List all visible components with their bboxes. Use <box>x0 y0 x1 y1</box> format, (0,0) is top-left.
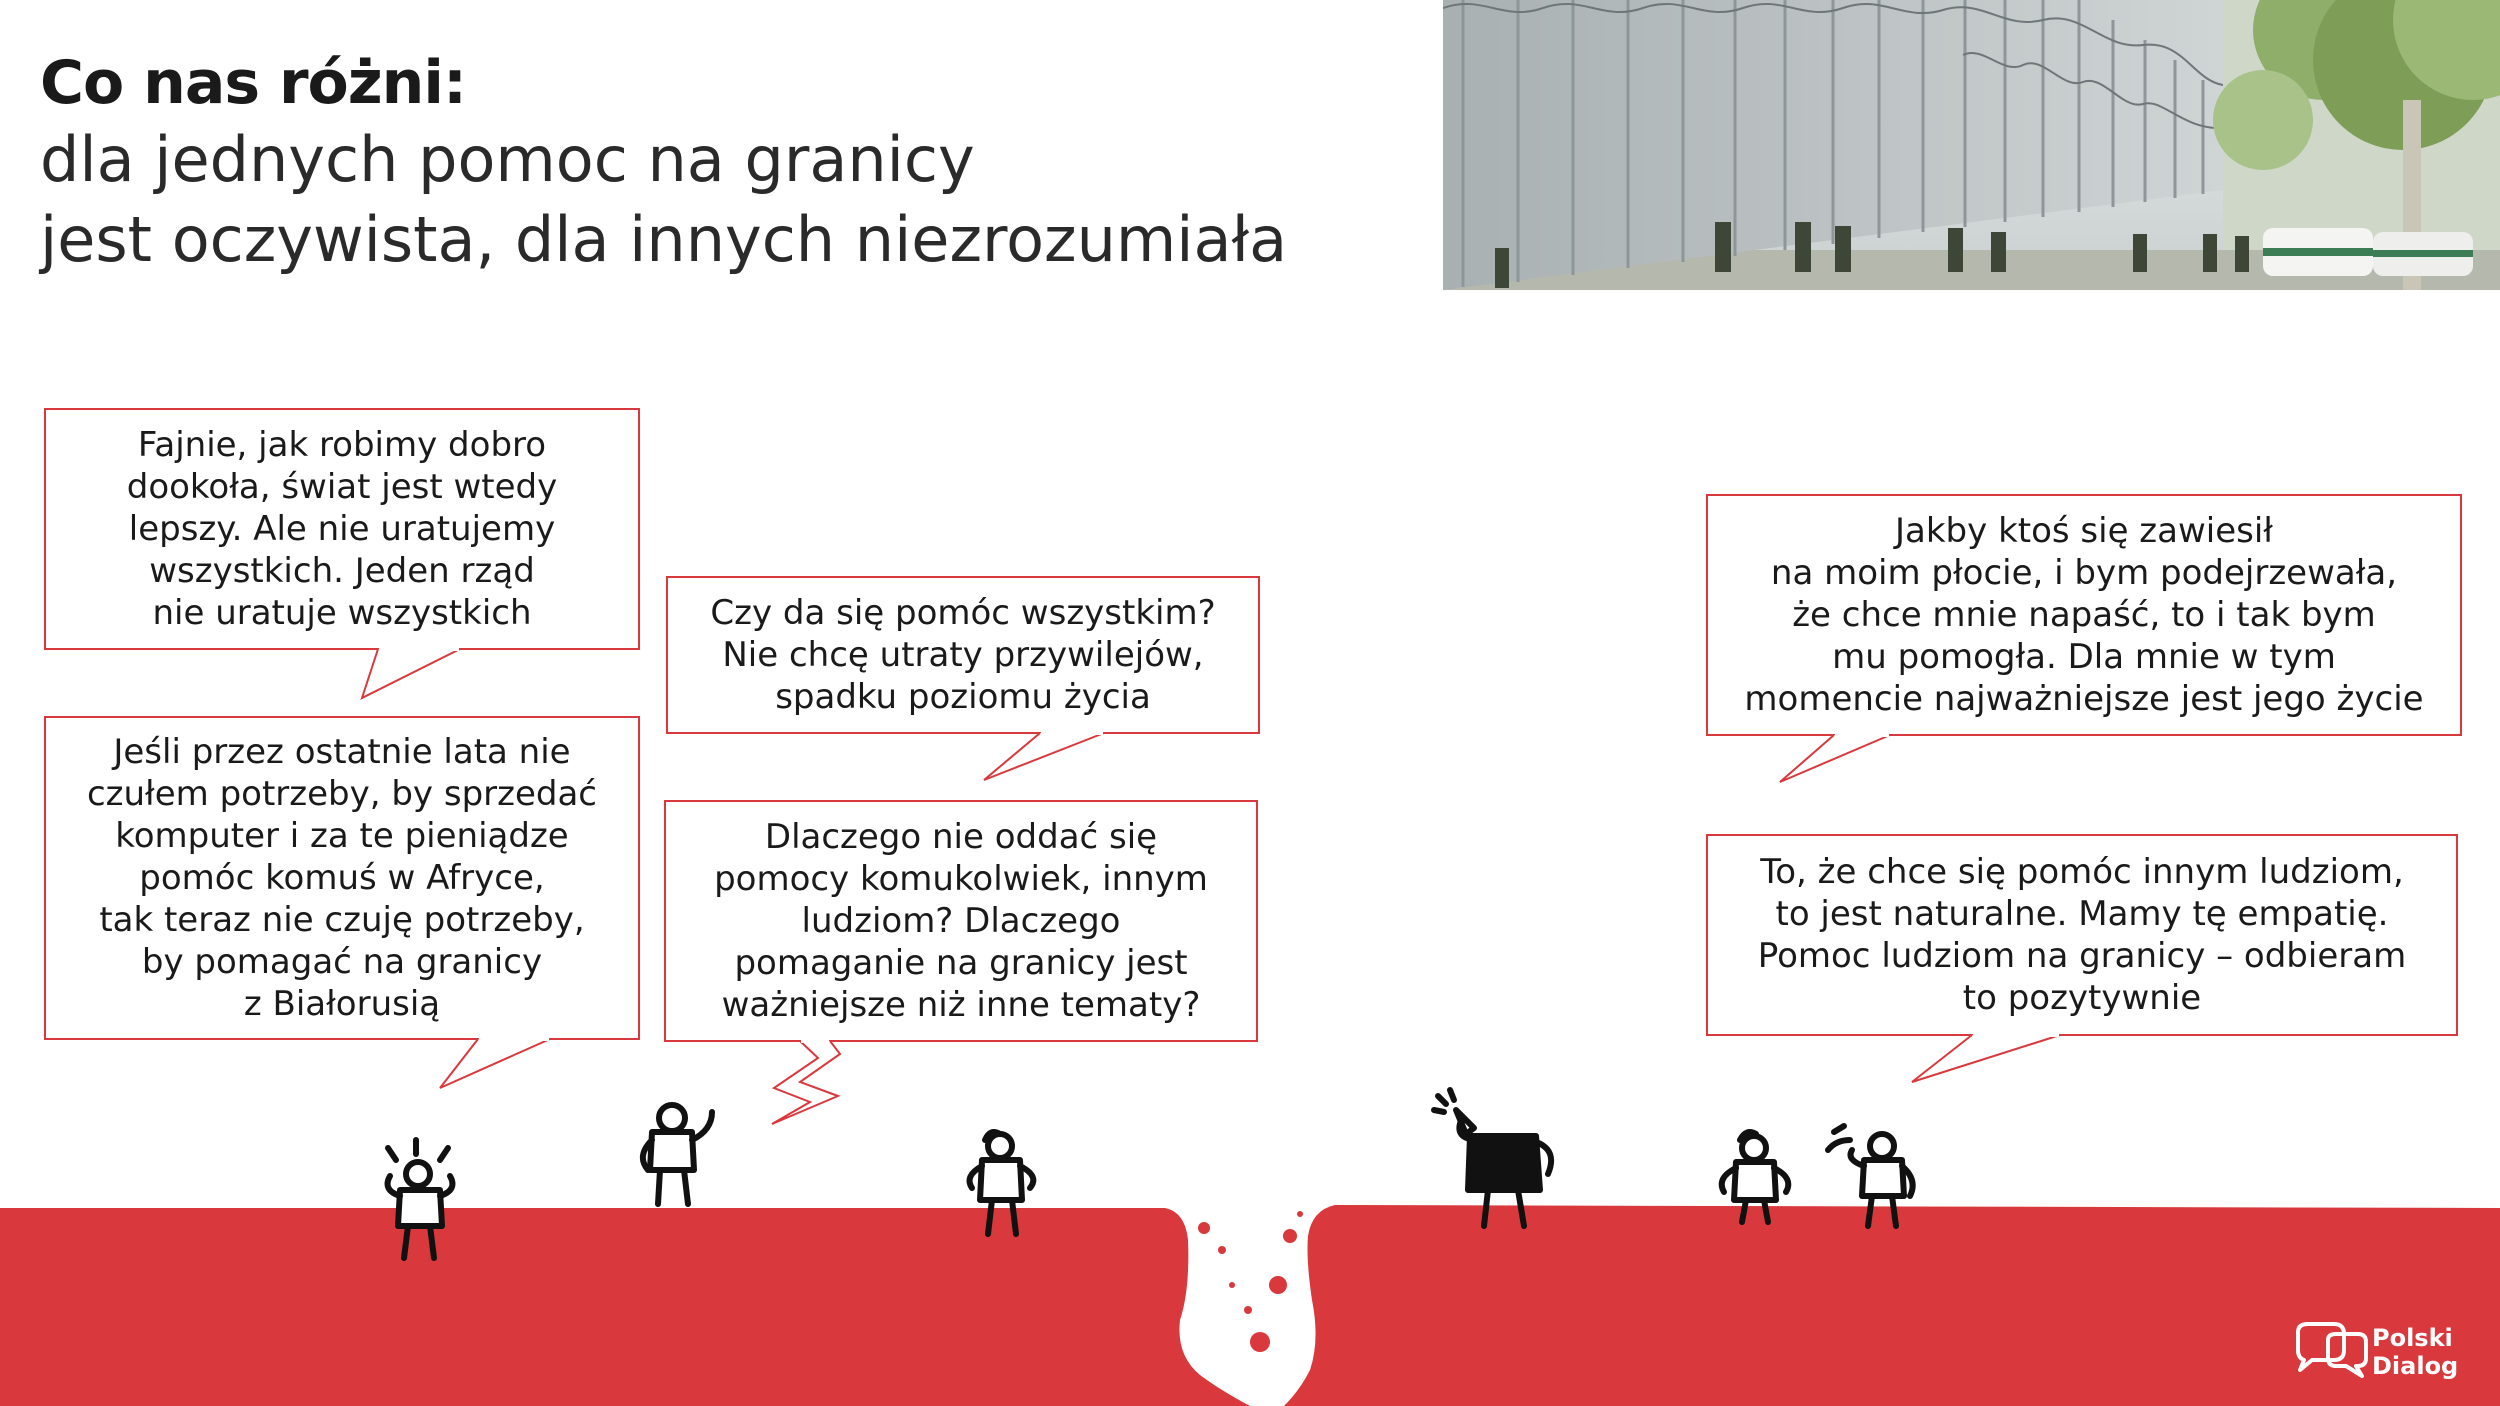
bubble-2-tail <box>440 1039 550 1088</box>
red-ground <box>0 1205 2500 1406</box>
subtitle-line-1: dla jednych pomoc na granicy <box>40 123 975 196</box>
bubble-1-tail <box>362 649 460 698</box>
logo-line-1: Polski <box>2372 1324 2453 1352</box>
bubble-4-tail <box>772 1041 840 1124</box>
bubble-6-tail <box>1912 1035 2060 1082</box>
bubble-5-tail <box>1780 735 1890 782</box>
bubble-4-text: Dlaczego nie oddać się pomocy komukolwiek, innym ludziom? Dlaczego pomaganie na granicy jest ważniejsze niż inne tematy? <box>714 817 1208 1025</box>
bubble-5-text: Jakby ktoś się zawiesił na moim płocie, i bym podejrzewała, że chce mnie napaść, to i tak bym mu pomogła. Dla mnie w tym momencie najważniejsze jest jego życie <box>1744 511 2424 719</box>
logo-text <box>2372 1324 2458 1380</box>
bubble-1-text: Fajnie, jak robimy dobro dookoła, świat jest wtedy lepszy. Ale nie uratujemy wszystkich. Jeden rząd nie uratuje wszystkich <box>126 425 558 633</box>
bubble-3-tail <box>984 733 1104 780</box>
bubble-2-text: Jeśli przez ostatnie lata nie czułem potrzeby, by sprzedać komputer i za te pieniądze pomóc komuś w Afryce, tak teraz nie czuję potrzeby, by pomagać na granicy z Białorusią <box>86 732 598 1024</box>
bubble-3-text: Czy da się pomóc wszystkim? Nie chcę utraty przywilejów, spadku poziomu życia <box>710 593 1216 717</box>
page-title: Co nas różni: <box>40 48 466 118</box>
logo-line-2: Dialog <box>2372 1352 2459 1380</box>
figure-2 <box>643 1105 712 1204</box>
subtitle-line-2: jest oczywista, dla innych niezrozumiała <box>40 203 1288 276</box>
bubble-6-text: To, że chce się pomóc innym ludziom, to jest naturalne. Mamy tę empatię. Pomoc ludziom na granicy – odbieram to pozytywnie <box>1757 852 2407 1018</box>
